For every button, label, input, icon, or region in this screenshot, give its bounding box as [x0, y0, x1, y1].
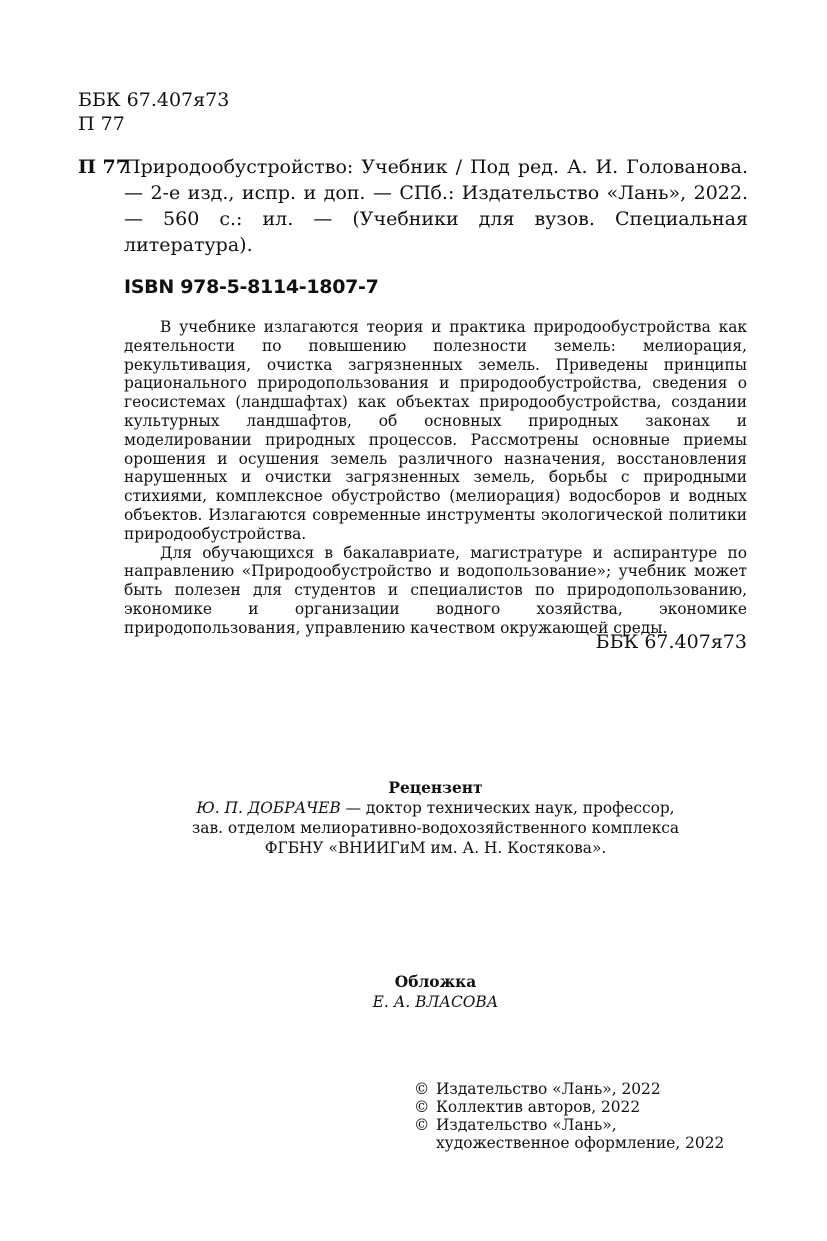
- reviewer-name: Ю. П. ДОБРАЧЕВ: [196, 799, 341, 817]
- bbk-footer: ББК 67.407я73: [595, 631, 747, 653]
- reviewer-block: [124, 778, 747, 858]
- abstract-paragraph-2: Для обучающихся в бакалавриате, магистратуре и аспирантуре по направлению «Природообустройство и водопользование»; учебник может быть полезен для студентов и специалистов по природопользованию, экономике и организации водного хозяйства, экономике природопользования, управлению качеством окружающей среды.: [124, 543, 747, 637]
- copyright-line: [414, 1080, 724, 1098]
- copyright-block: [414, 1080, 724, 1152]
- copyright-icon: ©: [414, 1098, 430, 1116]
- copyright-icon: ©: [414, 1080, 430, 1098]
- bbk-code: ББК 67.407я73: [78, 89, 230, 111]
- bibliographic-entry: [78, 154, 748, 258]
- copyright-continuation: художественное оформление, 2022: [436, 1134, 725, 1152]
- abstract-paragraph-1: В учебнике излагаются теория и практика природообустройства как деятельности по повышению полезности земель: мелиорация, рекультивация, очистка загрязненных земель. Приведены принципы рационального природопользования и природообустройства, сведения о геосистемах (ландшафтах) как объектах природообустройства, создании культурных ландшафтов, об основных природных законах и моделировании природных процессов. Рассмотрены основные приемы орошения и осушения земель различного назначения, восстановления нарушенных и очистки загрязненных земель, борьбы с природными стихиями, комплексное обустройство (мелиорация) водосборов и водных объектов. Излагаются современные инструменты экологической политики природообустройства.: [124, 318, 747, 543]
- reviewer-line-3: ФГБНУ «ВНИИГиМ им. А. Н. Костякова».: [264, 839, 607, 857]
- copyright-line: [414, 1116, 724, 1134]
- cover-designer: Е. А. ВЛАСОВА: [372, 993, 499, 1011]
- reviewer-credentials: — доктор технических наук, профессор,: [340, 799, 675, 817]
- reviewer-line-1: [124, 798, 747, 818]
- copyright-line: [414, 1098, 724, 1116]
- author-code: П 77: [78, 113, 125, 135]
- copyright-text: Издательство «Лань»,: [436, 1116, 617, 1134]
- entry-code: П 77: [78, 156, 129, 178]
- isbn: ISBN 978-5-8114-1807-7: [124, 276, 379, 298]
- abstract: [124, 318, 747, 638]
- copyright-text: Коллектив авторов, 2022: [436, 1098, 641, 1116]
- copyright-icon: ©: [414, 1116, 430, 1134]
- cover-block: [124, 972, 747, 1012]
- copyright-text: Издательство «Лань», 2022: [436, 1080, 661, 1098]
- reviewer-heading: Рецензент: [388, 779, 483, 797]
- entry-text: Природообустройство: Учебник / Под ред. А. И. Голованова. — 2-е изд., испр. и доп. — СПб.: Издательство «Лань», 2022. — 560 с.: ил. — (Учебники для вузов. Специальная литература).: [124, 156, 748, 256]
- cover-heading: Обложка: [394, 973, 477, 991]
- reviewer-line-2: зав. отделом мелиоративно-водохозяйственного комплекса: [191, 819, 680, 837]
